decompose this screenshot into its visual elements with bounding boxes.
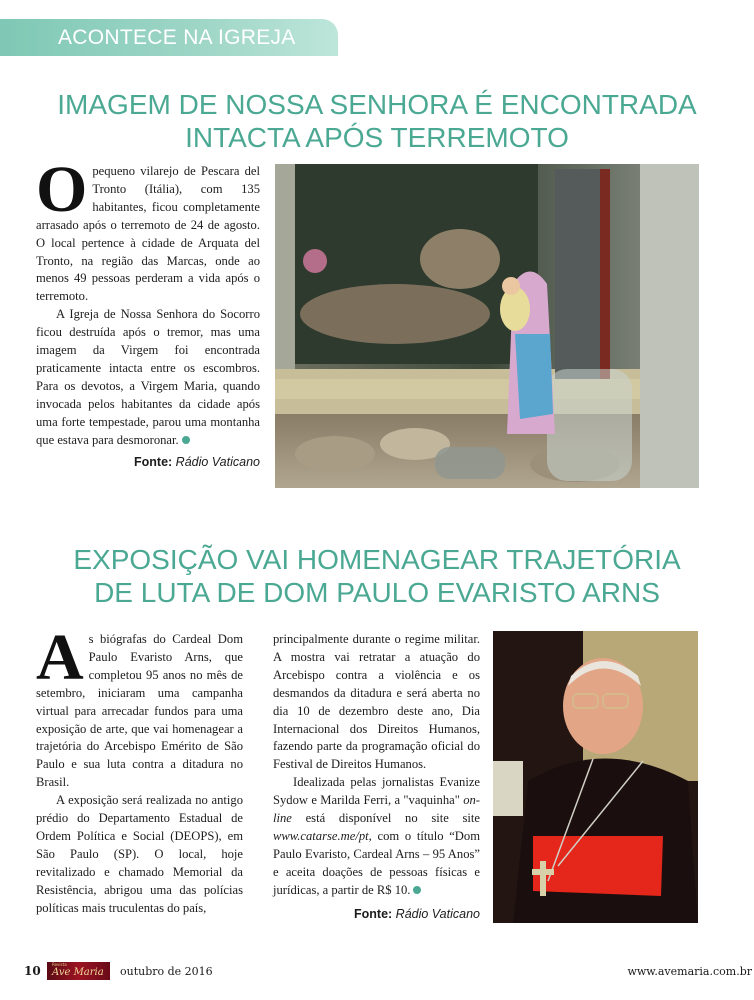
- end-mark-icon: [413, 886, 421, 894]
- source-credit: [273, 906, 480, 924]
- source-label: Fonte:: [354, 906, 393, 921]
- photo-illustration: [493, 631, 698, 923]
- paragraph-text: pequeno vilarejo de Pescara del Tronto (Itália), com 135 habitantes, ficou completamente arrasado após o terremoto de 24 de agosto. O local pertence à cidade de Arquata del Tronto, na região das Marcas, onde ao menos 49 pessoas perderam a vida após o terremoto.: [36, 164, 260, 304]
- section-banner: [0, 19, 338, 56]
- headline-line: INTACTA APÓS TERREMOTO: [185, 122, 569, 153]
- virgin-statue-photo: [275, 164, 699, 488]
- page-number: 10: [24, 964, 41, 978]
- paragraph: [273, 774, 480, 899]
- link-text[interactable]: www.catarse.me/pt: [273, 828, 369, 843]
- magazine-logo: [47, 962, 110, 980]
- headline-line: IMAGEM DE NOSSA SENHORA É ENCONTRADA: [57, 89, 697, 120]
- photo-illustration: [275, 164, 699, 488]
- paragraph-continued: [273, 631, 480, 774]
- paragraph-text: , com o título “Dom Paulo Evaristo, Cardeal Arns – 95 Anos” e aceita doações de pessoas físicas e jurídicas, a partir de R$ 10.: [273, 828, 480, 897]
- paragraph-text: A Igreja de Nossa Senhora do Socorro ficou destruída após o tremor, mas uma imagem da Virgem foi encontrada praticamente intacta entre os escombros. Para os devotos, a Virgem Maria, quando invocada pelos habitantes da cidade após uma forte tempestade, parou uma montanha que estava para desmoronar.: [36, 307, 260, 447]
- dropcap: O: [36, 153, 88, 226]
- paragraph-text: A exposição será realizada no antigo prédio do Departamento Estadual de Ordem Política e Social (DEOPS), em São Paulo (SP). O local, hoje revitalizado e chamado Memorial da Resistência, abrigou uma das polícias políticas mais truculentas do país,: [36, 793, 243, 915]
- headline-line: DE LUTA DE DOM PAULO EVARISTO ARNS: [94, 577, 660, 608]
- paragraph-text: está disponível no site site: [291, 811, 480, 826]
- paragraph: [36, 621, 243, 792]
- logo-small-text: Revista: [52, 962, 67, 967]
- website-url[interactable]: www.avemaria.com.br: [627, 965, 752, 978]
- end-mark-icon: [182, 436, 190, 444]
- logo-title: Ave Maria: [52, 967, 104, 978]
- source-name: Rádio Vaticano: [395, 906, 480, 921]
- cardinal-arns-photo: [493, 631, 698, 923]
- italic-text: on-line: [273, 793, 480, 826]
- article2-headline: [20, 543, 734, 609]
- paragraph: [36, 153, 260, 306]
- paragraph-text: Idealizada pelas jornalistas Evanize Sydow e Marilda Ferri, a "vaquinha": [273, 775, 480, 808]
- source-label: Fonte:: [134, 454, 173, 469]
- issue-date: outubro de 2016: [120, 965, 213, 978]
- article1-headline: [20, 88, 734, 154]
- article1-body: [36, 153, 260, 471]
- dropcap: A: [36, 621, 84, 694]
- paragraph: [36, 306, 260, 449]
- paragraph: [36, 792, 243, 917]
- headline-line: EXPOSIÇÃO VAI HOMENAGEAR TRAJETÓRIA: [73, 544, 681, 575]
- source-name: Rádio Vaticano: [175, 454, 260, 469]
- section-label: ACONTECE NA IGREJA: [58, 26, 296, 49]
- source-credit: [36, 454, 260, 472]
- article2-body-col2: [273, 631, 480, 924]
- paragraph-text: s biógrafas do Cardeal Dom Paulo Evaristo Arns, que completou 95 anos no mês de setembro, iniciaram uma campanha virtual para arrecadar fundos para uma exposição de arte, que vai homenagear a trajetória do Arcebispo Emérito de São Paulo e sua luta contra a ditadura no Brasil.: [36, 632, 243, 790]
- paragraph-text-continued: principalmente durante o regime militar. A mostra vai retratar a atuação do Arcebispo contra a violência e os desmandos da ditadura e será aberta no dia 10 de dezembro deste ano, Dia Internacional dos Direitos Humanos, fazendo parte da programação oficial do Festival de Direitos Humanos.: [273, 632, 480, 772]
- article2-body-col1: [36, 621, 243, 918]
